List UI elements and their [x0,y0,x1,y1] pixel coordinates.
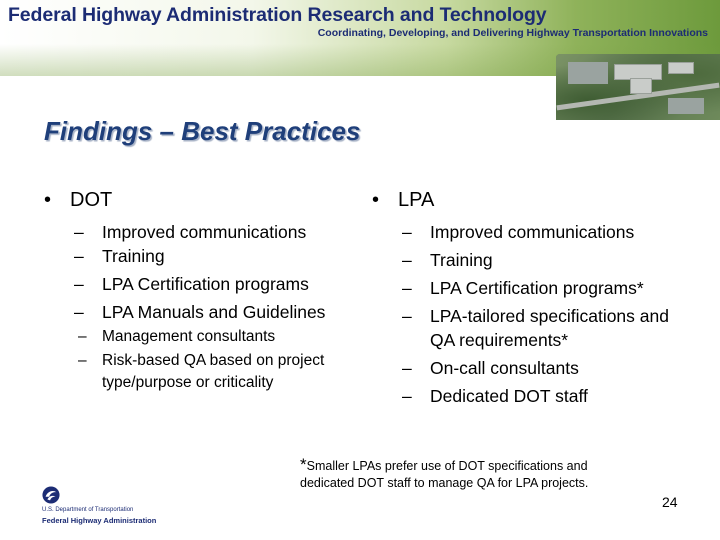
dash-marker: – [74,246,84,266]
photo-parking-lot [668,98,704,114]
list-item [44,326,354,348]
dash-marker: – [402,358,412,378]
list-item-text: Management consultants [102,328,276,345]
banner-title: Federal Highway Administration Research and Technology [8,4,547,26]
list-item [44,244,354,268]
list-item-text: LPA Certification programs [102,274,309,294]
list-item-text: LPA Manuals and Guidelines [102,302,326,322]
bullet-marker: • [372,189,380,211]
dash-marker: – [74,302,84,322]
dash-marker: – [402,250,412,270]
list-item-text: Improved communications [430,222,635,242]
sub-list [44,220,354,394]
photo-parking-lot [568,62,608,84]
logo-agency-text: Federal Highway Administration [42,516,157,525]
list-item [44,300,354,324]
list-item [372,248,692,272]
dash-marker: – [402,306,412,326]
bullet-heading-lpa [372,186,692,214]
list-item [372,276,692,300]
usdot-fhwa-logo [40,484,157,528]
list-item-text: LPA Certification programs* [430,278,644,298]
list-item-text: Improved communications [102,222,307,242]
list-item-text: Training [430,250,493,270]
dash-marker: – [78,328,87,345]
list-item [44,272,354,296]
logo-department-text: U.S. Department of Transportation [42,507,134,513]
bullet-marker: • [44,189,52,211]
photo-building [668,62,694,74]
dash-marker: – [402,386,412,406]
slide-title: Findings – Best Practices [44,116,361,146]
page-number: 24 [662,494,678,510]
sub-list [372,220,692,408]
list-item-text: LPA-tailored specifications and QA requirements* [430,306,669,350]
dash-marker: – [74,274,84,294]
photo-building [630,78,652,94]
heading-text: DOT [70,189,113,211]
list-item [372,384,692,408]
dash-marker: – [78,352,87,369]
left-column [44,186,354,396]
footnote [300,456,590,492]
dot-emblem-icon [42,486,60,504]
bullet-heading-dot [44,186,354,214]
dash-marker: – [402,278,412,298]
dash-marker: – [74,222,84,242]
right-column [372,186,692,408]
list-item [372,220,692,244]
footnote-star: * [300,455,307,474]
list-item [372,356,692,380]
list-item-text: Training [102,246,165,266]
aerial-photo [556,54,720,120]
list-item [44,220,354,244]
list-item-text: Risk-based QA based on project type/purpose or criticality [102,352,325,391]
list-item [372,304,692,352]
list-item [44,350,342,394]
list-item-text: On-call consultants [430,358,579,378]
list-item-text: Dedicated DOT staff [430,386,588,406]
footnote-text: Smaller LPAs prefer use of DOT specifications and dedicated DOT staff to manage QA for LPA projects. [300,459,589,490]
dash-marker: – [402,222,412,242]
banner-tagline: Coordinating, Developing, and Delivering Highway Transportation Innovations [317,27,708,39]
heading-text: LPA [398,189,435,211]
